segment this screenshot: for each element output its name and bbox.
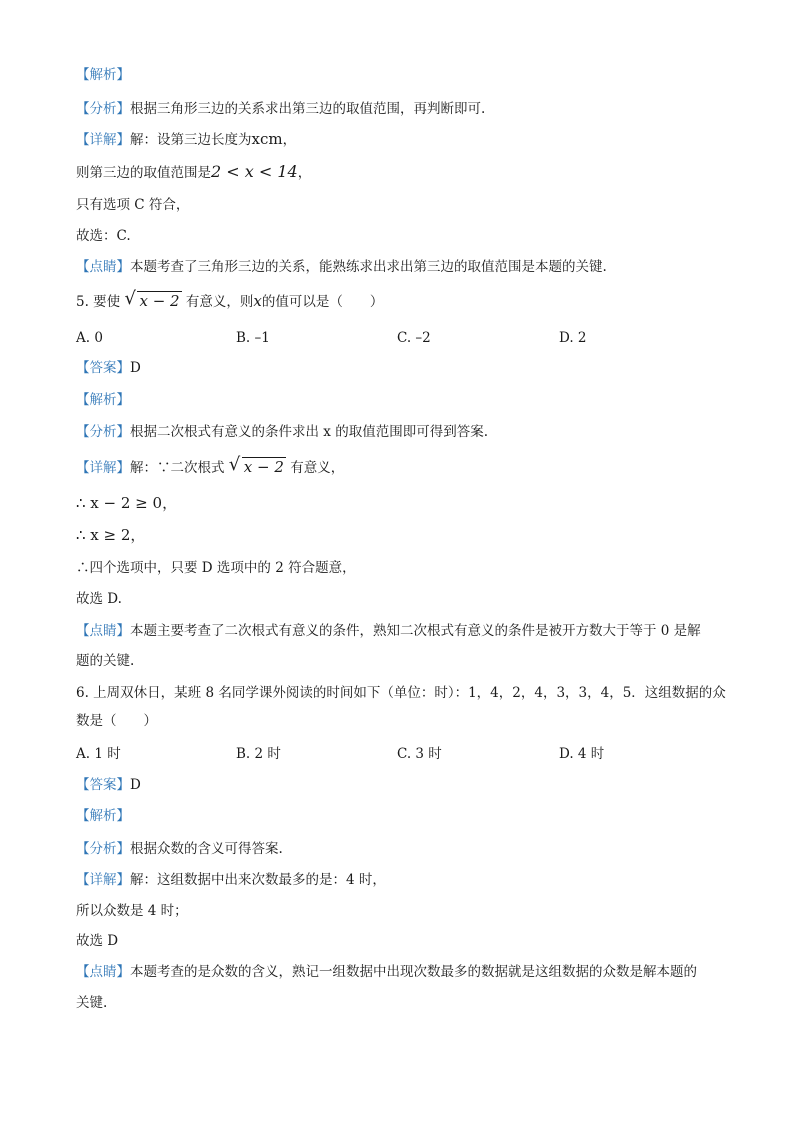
detail-label: 【详解】 (76, 132, 130, 148)
q6-option-b: B. 2 时 (236, 746, 281, 762)
q5-detail-radicand: x − 2 (243, 458, 284, 476)
q6-detail-text: 解：这组数据中出来次数最多的是：4 时， (130, 872, 386, 888)
q6-option-d: D. 4 时 (559, 746, 605, 762)
q5-detail-text: 解：∵二次根式 (130, 460, 225, 476)
range-inequality: 2 < x < 14 (211, 162, 298, 181)
range-line (76, 163, 311, 182)
q5-analysis-label: 【分析】 (76, 424, 130, 440)
q5-detail-sqrt: √ x − 2 (228, 454, 284, 476)
q6-choose-line: 故选 D (76, 933, 119, 949)
analysis-label: 【分析】 (76, 101, 130, 117)
choose-line: 故选：C. (76, 228, 131, 244)
q6-stem-line-2: 数是（ ） (76, 713, 157, 729)
q5-comment-line-1 (76, 622, 701, 640)
q5-option-b: B. –1 (236, 330, 270, 346)
option-c-line: 只有选项 C 符合， (76, 197, 190, 213)
q6-analysis-heading (76, 807, 130, 825)
comment-text: 本题考查了三角形三边的关系，能熟练求出求出第三边的取值范围是本题的关键. (130, 259, 607, 275)
q6-analysis-text: 根据众数的含义可得答案. (130, 841, 283, 857)
analysis-line (76, 100, 485, 118)
detail-text: 解：设第三边长度为 (130, 132, 252, 148)
q5-comment-label: 【点睛】 (76, 623, 130, 639)
q5-analysis-line (76, 423, 488, 441)
q6-analysis-line (76, 840, 283, 858)
q5-analysis-text: 根据二次根式有意义的条件求出 x 的取值范围即可得到答案. (130, 424, 488, 440)
q5-step-4: 故选 D. (76, 591, 122, 607)
q5-sqrt-expression: √ x − 2 (124, 288, 180, 310)
detail-line (76, 130, 296, 149)
q6-answer: D (130, 777, 141, 793)
q5-step-1: ∴ x − 2 ≥ 0， (76, 494, 178, 512)
q6-detail-label: 【详解】 (76, 872, 130, 888)
q5-option-d: D. 2 (559, 330, 587, 346)
q6-answer-line (76, 776, 141, 794)
q5-answer: D (130, 360, 141, 376)
analysis-tag: 【解析】 (76, 67, 130, 83)
q6-comment-line-2: 关键. (76, 995, 108, 1011)
analysis-heading (76, 66, 130, 84)
q6-comment-line-1 (76, 963, 697, 981)
q5-option-a: A. 0 (76, 330, 103, 346)
comment-line (76, 258, 607, 276)
comment-label: 【点睛】 (76, 259, 130, 275)
q5-stem-post: 的值可以是（ ） (261, 294, 384, 310)
q5-comment-text-1: 本题主要考查了二次根式有意义的条件，熟知二次根式有意义的条件是被开方数大于等于 0 是解 (130, 623, 701, 639)
q5-step-3: ∴四个选项中，只要 D 选项中的 2 符合题意， (76, 560, 356, 576)
question-5-stem (76, 288, 384, 311)
q6-option-a: A. 1 时 (76, 746, 121, 762)
q6-comment-text-1: 本题考查的是众数的含义，熟记一组数据中出现次数最多的数据就是这组数据的众数是解本题的 (130, 964, 697, 980)
q5-comment-line-2: 题的关键. (76, 653, 135, 669)
range-text: 则第三边的取值范围是 (76, 165, 211, 181)
q5-detail-label: 【详解】 (76, 460, 130, 476)
q6-detail-line (76, 871, 386, 889)
q5-step-2: ∴ x ≥ 2， (76, 526, 146, 544)
q5-analysis-heading (76, 391, 130, 409)
q5-variable: x (253, 292, 262, 310)
detail-punct: ， (282, 132, 297, 148)
q5-answer-line (76, 359, 141, 377)
q6-answer-label: 【答案】 (76, 777, 130, 793)
q5-stem-mid: 有意义，则 (185, 294, 254, 310)
q6-comment-label: 【点睛】 (76, 964, 130, 980)
analysis-text: 根据三角形三边的关系求出第三边的取值范围，再判断即可. (130, 101, 486, 117)
q6-option-c: C. 3 时 (397, 746, 442, 762)
range-punct: ， (297, 165, 312, 181)
q6-analysis-label: 【分析】 (76, 841, 130, 857)
q6-analysis-tag: 【解析】 (76, 808, 130, 824)
q5-detail-post: 有意义， (290, 460, 345, 476)
q6-stem-line-1: 6. 上周双休日，某班 8 名同学课外阅读的时间如下（单位：时）：1，4，2，4，3，3，4，5．这组数据的众 (76, 685, 726, 701)
q5-option-c: C. –2 (397, 330, 431, 346)
q5-stem-pre: 5. 要使 (76, 294, 121, 310)
q5-analysis-tag: 【解析】 (76, 392, 130, 408)
q5-radicand: x − 2 (139, 292, 180, 310)
detail-variable: xcm (251, 130, 283, 148)
q5-answer-label: 【答案】 (76, 360, 130, 376)
q5-detail-line (76, 454, 345, 477)
q6-mode-line: 所以众数是 4 时； (76, 903, 188, 919)
